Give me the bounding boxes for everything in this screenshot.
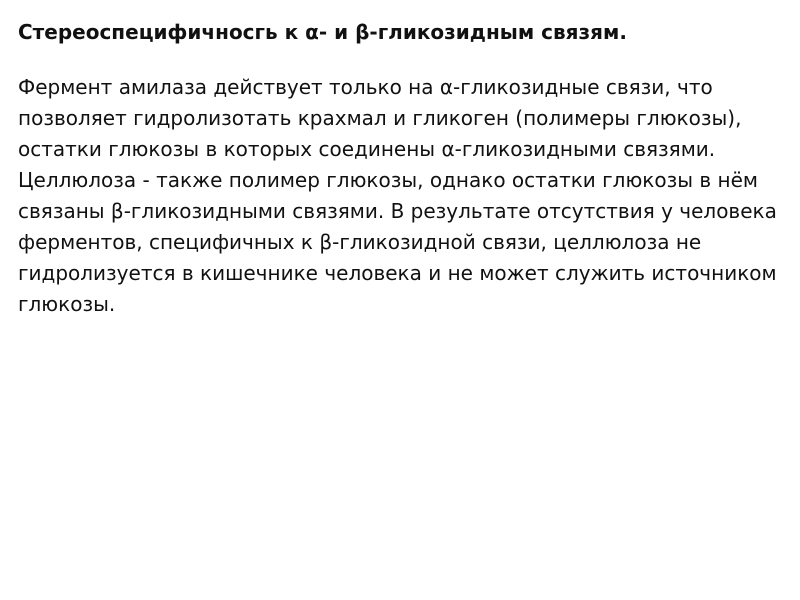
paragraph-cellulose: Целлюлоза - также полимер глюкозы, однако остатки глюкозы в нём связаны β-гликозидными связями. В результате отсутствия у человека ферментов, специфичных к β-гликозидной связи, целлюлоза не гидролизуется в кишечнике человека и не может служить источником глюкозы.: [18, 168, 777, 316]
paragraph-amylase: Фермент амилаза действует только на α-гликозидные связи, что позволяет гидролизотать крахмал и гликоген (полимеры глюкозы), остатки глюкозы в которых соединены α-гликозидными связями.: [18, 75, 742, 161]
slide-title: Стереоспецифичносгь к α- и β-гликозидным связям.: [18, 20, 627, 44]
title-spacer: [18, 46, 780, 72]
